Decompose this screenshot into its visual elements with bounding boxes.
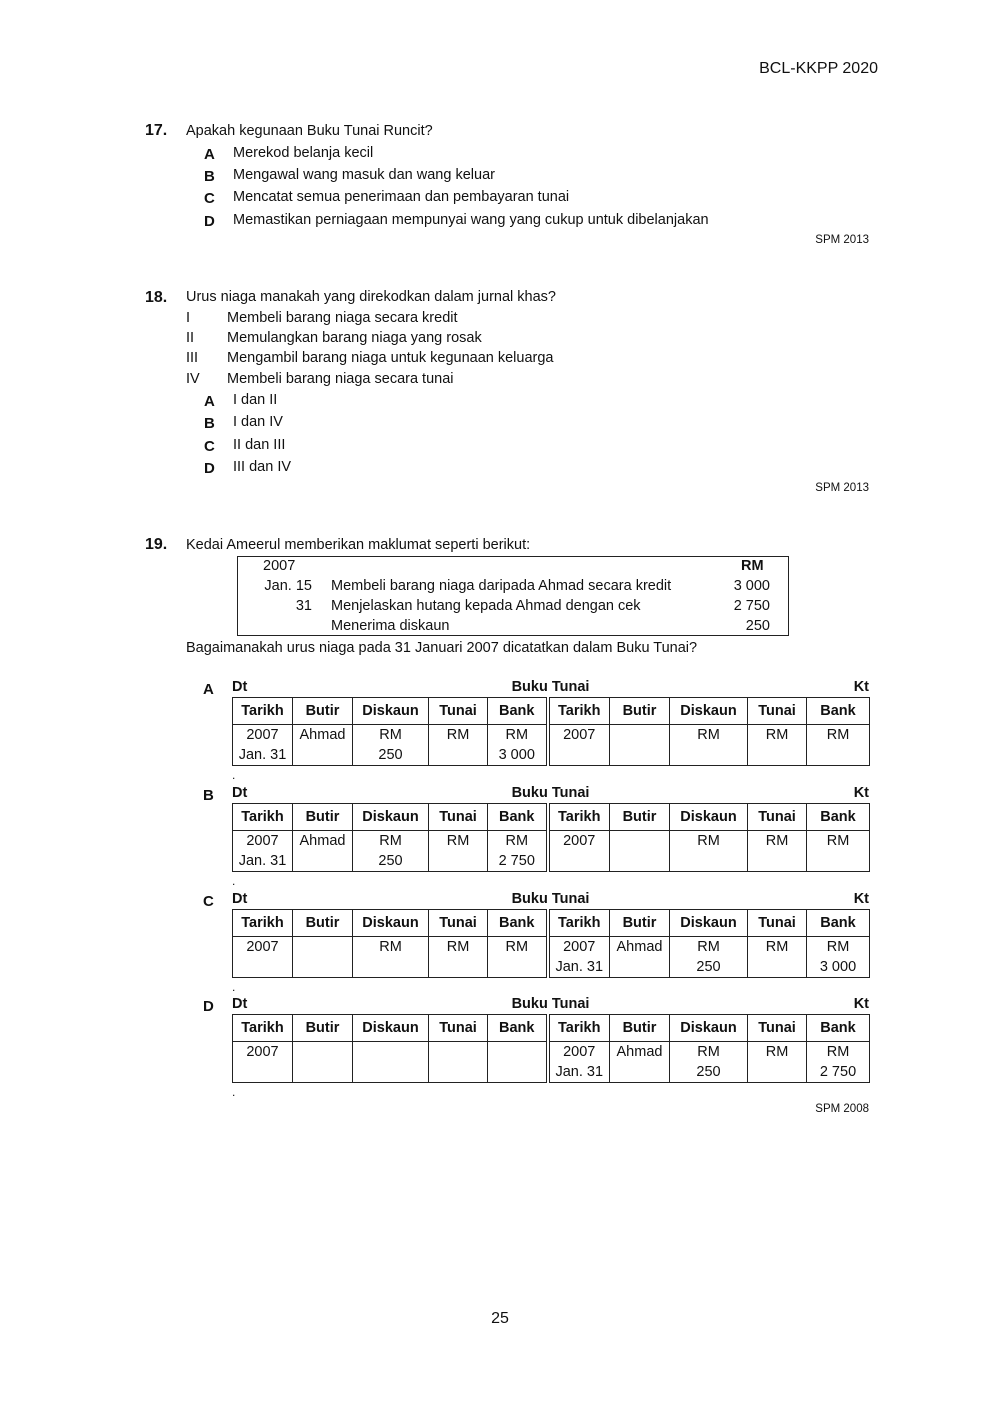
q17-option-d-letter: D: [204, 213, 215, 230]
cell-line-1: 2007: [563, 833, 596, 849]
ledger-col-bank-kt: Bank: [807, 910, 870, 937]
info-rm-header: RM: [741, 558, 764, 574]
ledger-entry-row: [233, 725, 870, 766]
q19-question: Kedai Ameerul memberikan maklumat seperti berikut:: [186, 537, 531, 553]
ledger-cell-tarikh-kt: [548, 937, 610, 978]
cell-line-2: 3 000: [819, 959, 857, 975]
ledger-cell-butir-kt: [610, 937, 670, 978]
ledger-col-bank-dt: Bank: [488, 698, 548, 725]
cell-line-1: 2007: [246, 727, 279, 743]
cell-line-2: 250: [378, 853, 403, 869]
info-row-3-amount: 250: [745, 618, 770, 634]
cell-line-2: Ahmad: [299, 833, 346, 849]
cell-line-1: RM: [379, 939, 402, 955]
page-number: 25: [491, 1310, 509, 1327]
ledger-col-bank-dt: Bank: [488, 804, 548, 831]
cell-line-1: RM: [826, 833, 850, 849]
ledger-cell-bank-dt: [488, 831, 548, 872]
ledger-col-tarikh-dt: Tarikh: [233, 698, 293, 725]
ledger-col-tunai-kt: Tunai: [748, 1015, 807, 1042]
ledger-cell-tunai-kt: [748, 831, 807, 872]
ledger-col-bank-kt: Bank: [807, 804, 870, 831]
cell-line-2: 2 750: [819, 1064, 857, 1080]
ledger-cell-tarikh-dt: [233, 1042, 293, 1083]
q18-source: SPM 2013: [815, 482, 869, 494]
ledger-col-butir-kt: Butir: [610, 804, 670, 831]
q17-source: SPM 2013: [815, 234, 869, 246]
ledger-cell-diskaun-dt: [353, 831, 429, 872]
cell-line-2: Ahmad: [616, 1044, 663, 1060]
cell-line-2: Ahmad: [299, 727, 346, 743]
q18-question: Urus niaga manakah yang direkodkan dalam jurnal khas?: [186, 289, 556, 305]
ledger-col-butir-kt: Butir: [610, 1015, 670, 1042]
q18-option-c-text: II dan III: [233, 437, 286, 453]
ledger-header-row: [233, 698, 870, 725]
q18-option-d-text: III dan IV: [233, 459, 292, 475]
ledger-col-diskaun-dt: Diskaun: [353, 1015, 429, 1042]
ledger-col-butir-kt: Butir: [610, 698, 670, 725]
q18-option-a-letter: A: [204, 393, 215, 410]
q17-option-c-letter: C: [204, 190, 215, 207]
ledger-col-tunai-dt: Tunai: [429, 804, 488, 831]
cell-line-1: 2007: [246, 939, 279, 955]
ledger-col-tunai-dt: Tunai: [429, 698, 488, 725]
cell-line-1: 2007: [563, 1044, 596, 1060]
ledger-cell-butir-kt: [610, 1042, 670, 1083]
q19-option-c-letter: C: [203, 893, 214, 910]
cell-line-1: 2007: [246, 833, 279, 849]
q19-info-box: [237, 556, 789, 636]
ledger-entry-row: [233, 1042, 870, 1083]
q18-statement-1-text: Membeli barang niaga secara kredit: [227, 310, 458, 326]
ledger-cell-tarikh-dt: [233, 937, 293, 978]
caption-title: Buku Tunai: [511, 996, 590, 1012]
caption-kt: Kt: [853, 996, 869, 1012]
ledger-col-tarikh-dt: Tarikh: [233, 804, 293, 831]
ledger-col-diskaun-kt: Diskaun: [670, 910, 748, 937]
ledger-cell-tarikh-kt: [548, 1042, 610, 1083]
q19-option-a-ledger: [232, 697, 870, 766]
q19-option-d-ledger: [232, 1014, 870, 1083]
ledger-col-diskaun-kt: Diskaun: [670, 1015, 748, 1042]
ledger-col-butir-dt: Butir: [293, 910, 353, 937]
caption-kt: Kt: [853, 679, 869, 695]
document-header: BCL-KKPP 2020: [759, 60, 878, 77]
q18-number: 18.: [145, 289, 168, 306]
q19-option-a-letter: A: [203, 681, 214, 698]
cell-line-1: RM: [379, 727, 402, 743]
info-row-2-amount: 2 750: [733, 598, 770, 614]
caption-dt: Dt: [232, 679, 248, 695]
ledger-cell-bank-dt: [488, 1042, 548, 1083]
cell-line-1: RM: [826, 939, 850, 955]
ledger-cell-diskaun-kt: [670, 831, 748, 872]
q19-option-b-letter: B: [203, 787, 214, 804]
ledger-cell-butir-dt: [293, 1042, 353, 1083]
ledger-cell-diskaun-dt: [353, 1042, 429, 1083]
ledger-entry-row: [233, 937, 870, 978]
caption-title: Buku Tunai: [511, 679, 590, 695]
q18-option-d-letter: D: [204, 460, 215, 477]
ledger-cell-diskaun-kt: [670, 1042, 748, 1083]
ledger-cell-tunai-dt: [429, 831, 488, 872]
ledger-col-bank-dt: Bank: [488, 1015, 548, 1042]
caption-dt: Dt: [232, 996, 248, 1012]
ledger-col-tarikh-kt: Tarikh: [548, 1015, 610, 1042]
cell-line-1: RM: [697, 833, 720, 849]
q18-statement-1-numeral: I: [186, 310, 191, 326]
ledger-col-bank-dt: Bank: [488, 910, 548, 937]
ledger-cell-butir-kt: [610, 725, 670, 766]
ledger-cell-tunai-dt: [429, 725, 488, 766]
cell-line-1: RM: [505, 727, 529, 743]
q18-statement-4-text: Membeli barang niaga secara tunai: [227, 371, 454, 387]
ledger-cell-diskaun-dt: [353, 725, 429, 766]
ledger-cell-butir-dt: [293, 937, 353, 978]
ledger-col-tunai-kt: Tunai: [748, 804, 807, 831]
ledger-col-tunai-kt: Tunai: [748, 910, 807, 937]
q19-option-b-ledger: [232, 803, 870, 872]
q18-option-b-letter: B: [204, 415, 215, 432]
ledger-cell-tunai-dt: [429, 937, 488, 978]
ledger-col-diskaun-dt: Diskaun: [353, 698, 429, 725]
ledger-col-tarikh-kt: Tarikh: [548, 698, 610, 725]
caption-title: Buku Tunai: [511, 785, 590, 801]
ledger-cell-bank-kt: [807, 831, 870, 872]
ledger-col-butir-kt: Butir: [610, 910, 670, 937]
q18-statement-2-numeral: II: [186, 330, 195, 346]
info-year: 2007: [263, 558, 296, 574]
ledger-cell-tarikh-dt: [233, 831, 293, 872]
q18-statement-3-numeral: III: [186, 350, 199, 366]
cell-line-1: RM: [697, 1044, 720, 1060]
ledger-cell-tunai-kt: [748, 937, 807, 978]
ledger-col-tunai-kt: Tunai: [748, 698, 807, 725]
ledger-cell-bank-kt: [807, 937, 870, 978]
cell-line-1: RM: [379, 833, 402, 849]
info-row-2-date: 31: [295, 598, 312, 614]
q19-option-c-ledger: [232, 909, 870, 978]
caption-dt: Dt: [232, 785, 248, 801]
ledger-col-diskaun-kt: Diskaun: [670, 698, 748, 725]
q17-number: 17.: [145, 122, 168, 139]
q19-option-b-dot: .: [232, 874, 236, 888]
ledger-col-tarikh-kt: Tarikh: [548, 804, 610, 831]
ledger-cell-tarikh-dt: [233, 725, 293, 766]
ledger-cell-butir-kt: [610, 831, 670, 872]
q19-number: 19.: [145, 536, 168, 553]
cell-line-1: RM: [697, 727, 720, 743]
q17-question: Apakah kegunaan Buku Tunai Runcit?: [186, 123, 433, 139]
ledger-col-tarikh-dt: Tarikh: [233, 910, 293, 937]
cell-line-2: Jan. 31: [238, 747, 287, 763]
cell-line-2: 250: [696, 959, 721, 975]
cell-line-2: Jan. 31: [555, 959, 604, 975]
ledger-header-row: [233, 804, 870, 831]
q19-prompt: Bagaimanakah urus niaga pada 31 Januari 2007 dicatatkan dalam Buku Tunai?: [186, 640, 698, 656]
cell-line-2: 250: [696, 1064, 721, 1080]
ledger-col-bank-kt: Bank: [807, 1015, 870, 1042]
ledger-col-diskaun-dt: Diskaun: [353, 910, 429, 937]
cell-line-2: 250: [378, 747, 403, 763]
ledger-cell-diskaun-kt: [670, 725, 748, 766]
cell-line-1: 2007: [563, 727, 596, 743]
ledger-cell-tunai-kt: [748, 725, 807, 766]
ledger-header-row: [233, 910, 870, 937]
cell-line-2: 2 750: [498, 853, 535, 869]
q19-option-c-dot: .: [232, 980, 236, 994]
q19-option-d-letter: D: [203, 998, 214, 1015]
ledger-cell-tarikh-kt: [548, 725, 610, 766]
q18-option-b-text: I dan IV: [233, 414, 283, 430]
cell-line-1: RM: [826, 727, 850, 743]
ledger-cell-bank-dt: [488, 725, 548, 766]
ledger-cell-bank-dt: [488, 937, 548, 978]
q19-source: SPM 2008: [815, 1103, 869, 1115]
cell-line-2: 3 000: [498, 747, 535, 763]
ledger-cell-butir-dt: [293, 725, 353, 766]
ledger-col-diskaun-kt: Diskaun: [670, 804, 748, 831]
cell-line-1: 2007: [563, 939, 596, 955]
cell-line-1: RM: [765, 727, 789, 743]
q19-option-d-dot: .: [232, 1085, 236, 1099]
ledger-col-butir-dt: Butir: [293, 698, 353, 725]
cell-line-1: RM: [446, 727, 470, 743]
cell-line-1: RM: [697, 939, 720, 955]
caption-kt: Kt: [853, 785, 869, 801]
q17-option-b-text: Mengawal wang masuk dan wang keluar: [233, 167, 495, 183]
ledger-col-butir-dt: Butir: [293, 804, 353, 831]
q17-option-d-text: Memastikan perniagaan mempunyai wang yang cukup untuk dibelanjakan: [233, 212, 709, 228]
info-row-1-amount: 3 000: [733, 578, 770, 594]
caption-title: Buku Tunai: [511, 891, 590, 907]
q17-option-a-text: Merekod belanja kecil: [233, 145, 374, 161]
q17-option-b-letter: B: [204, 168, 215, 185]
cell-line-1: RM: [765, 833, 789, 849]
cell-line-1: RM: [446, 833, 470, 849]
ledger-col-tunai-dt: Tunai: [429, 1015, 488, 1042]
info-row-2-desc: Menjelaskan hutang kepada Ahmad dengan cek: [331, 598, 641, 614]
cell-line-1: RM: [505, 833, 529, 849]
q18-option-c-letter: C: [204, 438, 215, 455]
caption-kt: Kt: [853, 891, 869, 907]
cell-line-1: 2007: [246, 1044, 279, 1060]
ledger-cell-tunai-kt: [748, 1042, 807, 1083]
ledger-col-bank-kt: Bank: [807, 698, 870, 725]
q17-option-a-letter: A: [204, 146, 215, 163]
q18-option-a-text: I dan II: [233, 392, 278, 408]
ledger-cell-diskaun-kt: [670, 937, 748, 978]
ledger-header-row: [233, 1015, 870, 1042]
ledger-col-butir-dt: Butir: [293, 1015, 353, 1042]
ledger-cell-bank-kt: [807, 725, 870, 766]
info-row-1-date: Jan. 15: [264, 578, 312, 594]
info-row-3-desc: Menerima diskaun: [331, 618, 450, 634]
cell-line-1: RM: [446, 939, 470, 955]
caption-dt: Dt: [232, 891, 248, 907]
cell-line-1: RM: [765, 1044, 789, 1060]
cell-line-2: Jan. 31: [238, 853, 287, 869]
ledger-cell-tarikh-kt: [548, 831, 610, 872]
q19-option-a-dot: .: [232, 768, 236, 782]
ledger-col-diskaun-dt: Diskaun: [353, 804, 429, 831]
cell-line-1: RM: [505, 939, 529, 955]
cell-line-1: RM: [765, 939, 789, 955]
cell-line-1: RM: [826, 1044, 850, 1060]
ledger-cell-bank-kt: [807, 1042, 870, 1083]
ledger-col-tarikh-kt: Tarikh: [548, 910, 610, 937]
ledger-entry-row: [233, 831, 870, 872]
cell-line-2: Ahmad: [616, 939, 663, 955]
ledger-col-tunai-dt: Tunai: [429, 910, 488, 937]
ledger-cell-butir-dt: [293, 831, 353, 872]
q18-statement-3-text: Mengambil barang niaga untuk kegunaan keluarga: [227, 350, 554, 366]
ledger-col-tarikh-dt: Tarikh: [233, 1015, 293, 1042]
cell-line-2: Jan. 31: [555, 1064, 604, 1080]
ledger-cell-diskaun-dt: [353, 937, 429, 978]
q18-statement-4-numeral: IV: [186, 371, 200, 387]
q18-statement-2-text: Memulangkan barang niaga yang rosak: [227, 330, 482, 346]
ledger-cell-tunai-dt: [429, 1042, 488, 1083]
q17-option-c-text: Mencatat semua penerimaan dan pembayaran tunai: [233, 189, 570, 205]
info-row-1-desc: Membeli barang niaga daripada Ahmad secara kredit: [331, 578, 672, 594]
